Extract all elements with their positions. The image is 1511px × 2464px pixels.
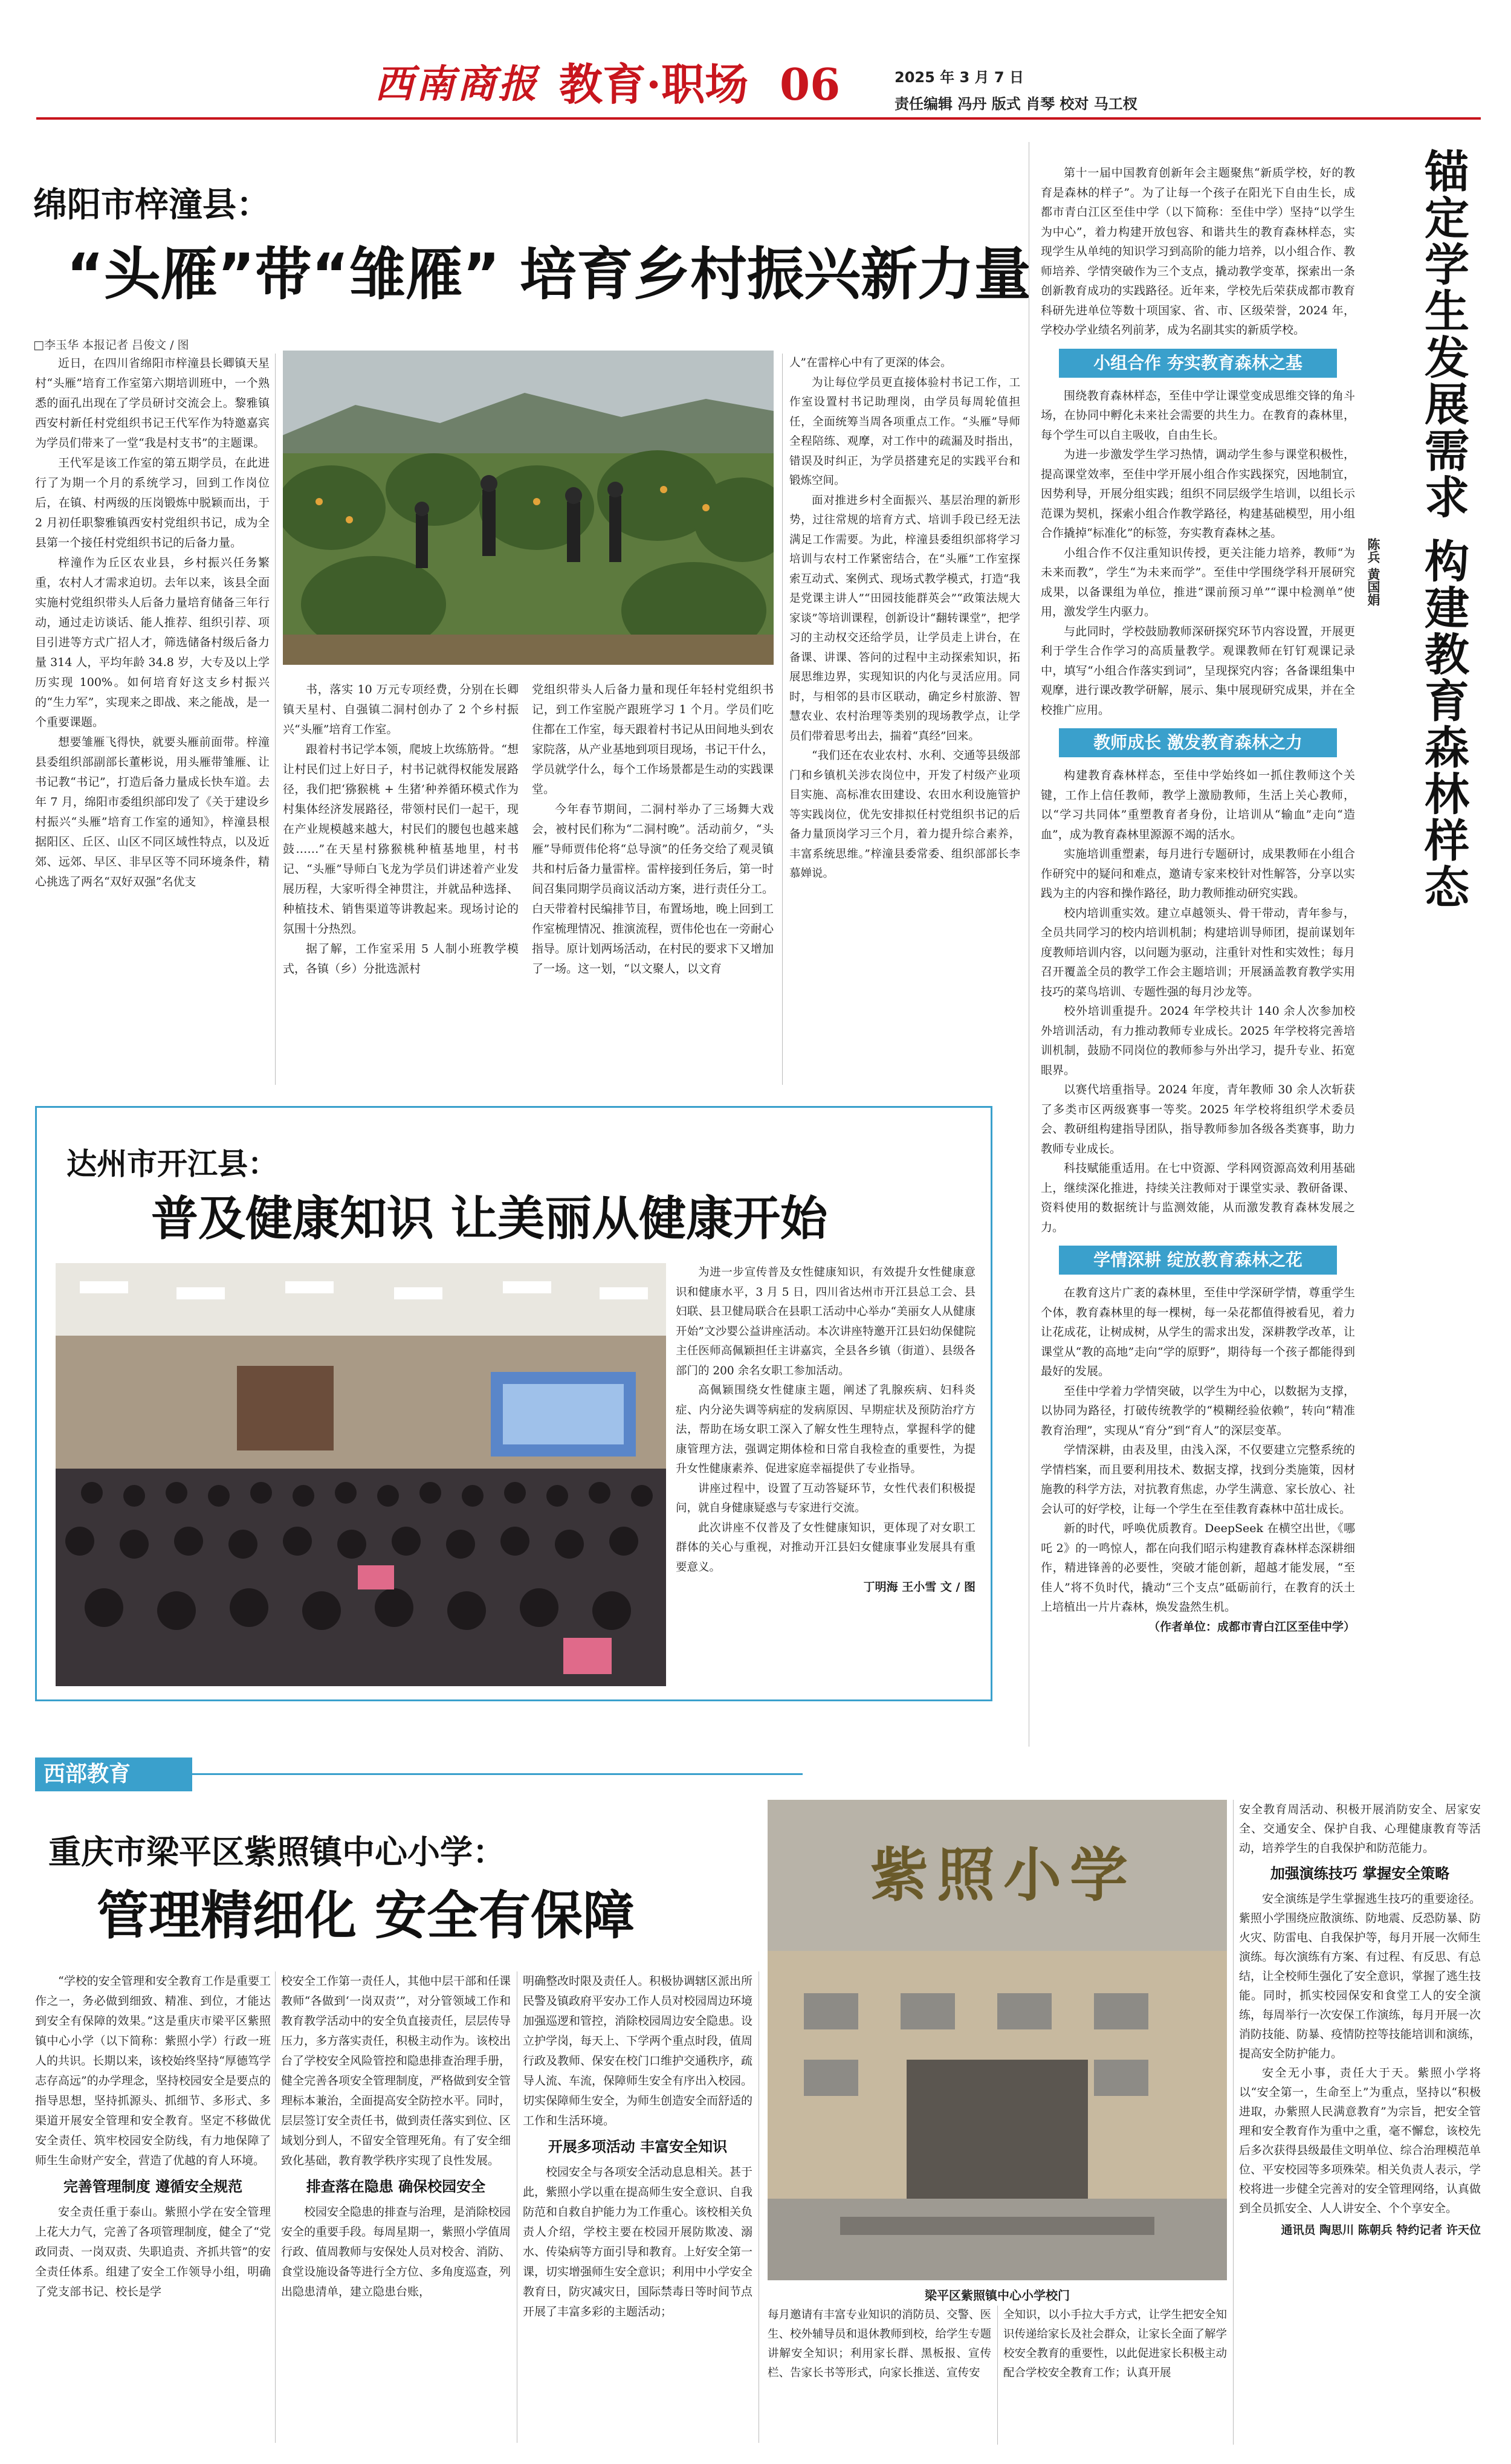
article1-photo-orchard	[283, 351, 774, 665]
article1-byline: □李玉华 本报记者 吕俊文 / 图	[33, 338, 189, 352]
masthead-logo: 西南商报	[375, 62, 539, 107]
article4-subhead3: 开展多项活动 丰富安全知识	[548, 2138, 728, 2155]
paragraph: 讲座过程中，设置了互动答疑环节，女性代表们积极提问，就自身健康疑惑与专家进行交流。	[676, 1482, 976, 1515]
section-band-west-education	[35, 1757, 1481, 1791]
article3-body	[1041, 163, 1355, 1637]
article4-col5	[1003, 2306, 1227, 2383]
article4-photo-school-gate	[768, 1800, 1227, 2280]
paragraph: 安全无小事，责任大于天。紫照小学将以“安全第一，生命至上”为重点，坚持以“积极进取，办紫照人民满意教育”为宗旨，把安全管理和安全教育作为重中之重，毫不懈怠，该校先后多次获得县级最佳文明单位、综合治理模范单位、平安校园等多项殊荣。相关负责人表示，学校将进一步健全完善对的安全管理网络，认真做到全员抓安全、人人讲安全、个个享安全。	[1239, 2066, 1481, 2215]
article4-photo-caption: 梁平区紫照镇中心小学校门	[925, 2288, 1070, 2303]
article1-col2	[283, 680, 519, 979]
section-title: 教育·职场	[559, 59, 749, 110]
article3-section3-heading: 学情深耕 绽放教育森林之花	[1059, 1246, 1337, 1275]
column-rule	[997, 2306, 998, 2445]
column-rule	[275, 354, 276, 1085]
paragraph: 明确整改时限及责任人。积极协调辖区派出所民警及镇政府平安办工作人员对校园周边环境加强巡逻和管控，消除校园周边安全隐患。设立护学岗，每天上、下学两个重点时段，值周行政及教师、保安在校门口维护交通秩序，疏导人流、车流，保障师生安全有序出入校园。切实保障师生安全，为师生创造安全而舒适的工作和生活环境。	[523, 1974, 753, 2127]
paragraph: 校安全工作第一责任人，其他中层干部和任课教师“各做到‘一岗双责’”，对分管领域工作和教育教学活动中的安全负直接责任，层层传导压力，多方落实责任，积极主动作为。该校出台了学校安全风险管控和隐患排查治理手册，健全完善各项安全管理制度，严格做到安全管理标本兼治，全面提高安全防控水平。同时，层层签订安全责任书，做到责任落实到位、区域划分到人，不留安全管理死角。有了安全细致化基础，教育教学秩序实现了良性发展。	[281, 1974, 511, 2167]
article3-author-unit: （作者单位：成都市青白江区至佳中学）	[1148, 1620, 1355, 1634]
paragraph: 每月邀请有丰富专业知识的消防员、交警、医生、校外辅导员和退休教师到校，给学生专题讲解安全知识；利用家长群、黑板报、宣传栏、告家长书等形式，向家长推送、宣传安	[768, 2309, 992, 2379]
paragraph: 与此同时，学校鼓励教师深研探究环节内容设置，开展更利于学生合作学习的高质量教学。观课教师在钉钉观课记录中，填写“小组合作落实到词”，呈现探究内容；各备课组集中观摩，进行课改教学研解，展示、集中展现研究成果，并在全校推广应用。	[1041, 624, 1355, 717]
paragraph: 近日，在四川省绵阳市梓潼县长卿镇天星村“头雁”培育工作室第六期培训班中，一个熟悉的面孔出现在了学员研讨交流会上。黎雅镇西安村新任村党组织书记王代军作为特邀嘉宾为学员们带来了一堂“我是村支书”的主题课。	[35, 357, 270, 450]
paragraph: 安全演练是学生掌握逃生技巧的重要途径。紫照小学围绕应散演练、防地震、反恐防暴、防火灾、防雷电、自我保护等，每月开展一次师生演练。每次演练有方案、有过程、有反思、有总结，让全校师生强化了安全意识，掌握了逃生技能。同时，抓实校园保安和食堂工人的安全演练，每周举行一次安保工作演练，每月开展一次消防技能、防暴、疫情防控等技能培训和演练，提高安全防护能力。	[1239, 1892, 1481, 2060]
paragraph: 王代军是该工作室的第五期学员，在此进行了为期一个月的系统学习，回到工作岗位后，在镇、村两级的压岗锻炼中脱颖而出，于 2 月初任职黎雅镇西安村党组织书记，成为全县第一个接任村党组织书记的后备力量。	[35, 456, 270, 549]
article1-headline: “头雁”带“雏雁” 培育乡村振兴新力量	[66, 242, 1031, 308]
paragraph: 第十一届中国教育创新年会主题聚焦“新质学校，好的教育是森林的样子”。为了让每一个孩子在阳光下自由生长，成都市青白江区至佳中学（以下简称：至佳中学）坚持“以学生为中心”，着力构建开放包容、和谐共生的教育森林样态，实现学生从单纯的知识学习到高阶的能力培养，以小组合作、教师培养、学情突破作为三个支点，撬动教学变革，探索出一条创新教育成功的实践路径。近年来，学校先后荣获成都市教育科研先进单位等数十项国家、省、市、区级荣誉，2024 年，学校办学业绩名列前茅，成为名副其实的新质学校。	[1041, 166, 1355, 337]
paragraph: 梓潼作为丘区农业县，乡村振兴任务繁重，农村人才需求迫切。去年以来，该县全面实施村党组织带头人后备力量培育储备三年行动，通过走访谈话、能人推荐、组织引荐、项目引进等方式广招人才，筛选储备村级后备力量 314 人，平均年龄 34.8 岁，大专及以上学历实现 100%。如何培育好这支乡村振兴的“生力军”，实现来之即战、来之能战，是一个重要课题。	[35, 556, 270, 729]
paragraph: 党组织带头人后备力量和现任年轻村党组织书记，到工作室脱产跟班学习 1 个月。学员们吃住都在工作室，每天跟着村书记从田间地头到农家院落，从产业基地到项目现场，书记干什么，学员就学什么，每个工作场景都是生动的实践课堂。	[532, 683, 774, 796]
paragraph: 据了解，工作室采用 5 人制小班教学模式，各镇（乡）分批选派村	[283, 942, 519, 975]
article2-credit: 丁明海 王小雪 文 / 图	[863, 1580, 976, 1594]
header-rule	[36, 117, 1481, 120]
paragraph: 面对推进乡村全面振兴、基层治理的新形势，过往常规的培育方式、培训手段已经无法满足工作需要。为此，梓潼县委组织部将学习培训与农村工作紧密结合，在“头雁”工作室探索互动式、案例式、现场式教学模式，打造“我是党课主讲人”“田园技能群英会”“政策法规大家谈”等培训课程，创新设计“翻转课堂”，把学习的主动权交还给学员，让学员走上讲台，在备课、讲课、答问的过程中主动探索知识，拓展思维边界，实现知识的内化与灵活应用。同时，与相邻的县市区联动，确定乡村旅游、智慧农业、农村治理等类别的现场教学点，让学员们带着思考出去，揣着“真经”回来。	[789, 494, 1020, 743]
article4-headline: 管理精细化 安全有保障	[97, 1885, 635, 1946]
paragraph: 校外培训重提升。2024 年学校共计 140 余人次参加校外培训活动，有力推动教师专业成长。2025 年学校将完善培训机制，鼓励不同岗位的教师参与外出学习，提升专业、拓宽眼界。	[1041, 1004, 1355, 1077]
masthead	[375, 57, 550, 112]
article1-col4	[789, 354, 1020, 884]
paragraph: 书，落实 10 万元专项经费，分别在长卿镇天星村、自强镇二洞村创办了 2 个乡村振兴“头雁”培育工作室。	[283, 683, 519, 736]
paragraph: 实施培训重塑素，每月进行专题研讨，成果教师在小组合作研究中的疑问和难点，邀请专家来校针对性解答，分享以实践为主的内容和操作路径，助力教师推动研究实践。	[1041, 847, 1355, 900]
school-sign-text: 紫照小学	[870, 1841, 1136, 1909]
paragraph: 新的时代，呼唤优质教育。DeepSeek 在横空出世，《哪吒 2》的一鸣惊人，都在向我们昭示构建教育森林样态深耕细作，精进锋善的必要性，突破才能创新，超越才能发展，“至佳人”将不负时代，撬动“三个支点”砥砺前行，在教育的沃土上培植出一片片森林，焕发盎然生机。	[1041, 1522, 1355, 1614]
paragraph: 以赛代培重指导。2024 年度，青年教师 30 余人次斩获了多类市区两级赛事一等奖。2025 年学校将组织学术委员会、教研组构建指导团队，指导教师参加各级各类赛事，助力教师专业成长。	[1041, 1083, 1355, 1156]
article4-col4	[768, 2306, 991, 2383]
article1-col3	[532, 680, 774, 979]
article4-right-column	[1239, 1800, 1481, 2240]
article3-title: 锚定学生发展需求 构建教育森林样态	[1417, 148, 1469, 910]
paragraph: 今年春节期间，二洞村举办了三场舞大戏会，被村民们称为“二洞村晚”。活动前夕，“头雁”导师贾伟伦将“总导演”的任务交给了观灵镇共和村后备力量雷梓。雷梓接到任务后，第一时间召集同期学员商议活动方案，进行责任分工。白天带着村民编排节目，布置场地，晚上回到工作室梳理情况、推演流程，贾伟伦也在一旁耐心指导。原计划两场活动，在村民的要求下又增加了一场。这一划，“以文聚人，以文育	[532, 803, 774, 975]
article2-kicker: 达州市开江县：	[66, 1146, 278, 1182]
article3-headline	[1414, 148, 1487, 1357]
paragraph: 全知识，以小手拉大手方式，让学生把安全知识传递给家长及社会群众，让家长全面了解学校安全教育的重要性，以此促进家长积极主动配合学校安全教育工作；认真开展	[1003, 2309, 1228, 2379]
paragraph: 校园安全与各项安全活动息息相关。甚于此，紫照小学以重在提高师生安全意识、自我防范和自救自护能力为工作重心。该校相关负责人介绍，学校主要在校园开展防欺凌、溺水、传染病等方面引导和教育。上好安全第一课，切实增强师生安全意识；利用中小学安全教育日，防灾减灾日，国际禁毒日等时间节点开展了丰富多彩的主题活动；	[523, 2165, 753, 2318]
article3-author-text: 陈兵 黄国娟	[1366, 538, 1380, 606]
paragraph: 构建教育森林样态，至佳中学始终如一抓住教师这个关键，工作上信任教师，教学上激励教师，生活上关心教师，以“学习共同体”重塑教育者身份，让培训从“输血”走向“造血”，成为教育森林里源源不竭的活水。	[1041, 769, 1355, 841]
paragraph: 校园安全隐患的排查与治理，是消除校园安全的重要手段。每周星期一，紫照小学值周行政、值周教师与安保处人员对校舍、消防、食堂设施设备等进行全方位、多角度巡查，列出隐患清单，建立隐患台账，	[281, 2205, 511, 2298]
article4-credit: 通讯员 陶思川 陈朝兵 特约记者 许天位	[1281, 2223, 1481, 2237]
paragraph: “学校的安全管理和安全教育工作是重要工作之一，务必做到细致、精准、到位，才能达到安全有保障的效果。”这是重庆市梁平区紫照镇中心小学（以下简称：紫照小学）行政一班人的共识。长期以来，该校始终坚持“厚德笃学 志存高远”的办学理念，坚持校园安全是要点的指导思想，坚持抓源头、抓细节、多形式、多渠道开展安全管理和安全教育。坚定不移做优安全责任、筑牢校园安全防线，有力地保障了师生生命财产安全，营造了优越的育人环境。	[35, 1974, 271, 2167]
paragraph: 此次讲座不仅普及了女性健康知识，更体现了对女职工群体的关心与重视，对推动开江县妇女健康事业发展具有重要意义。	[676, 1521, 976, 1574]
paragraph: 校内培训重实效。建立卓越领头、骨干带动，青年参与，全员共同学习的校内培训机制；构建培训导师团，提前谋划年度教师培训内容，以问题为驱动，注重针对性和实效性；每月召开覆盖全员的教学工作会主题培训；开展涵盖教育教学实用技巧的菜鸟培训、专题性强的每月沙龙等。	[1041, 906, 1355, 998]
article4-kicker: 重庆市梁平区紫照镇中心小学：	[48, 1833, 505, 1871]
column-rule	[782, 354, 783, 1085]
article2-photo-lecture	[56, 1263, 666, 1686]
article2-headline: 普及健康知识 让美丽从健康开始	[151, 1191, 828, 1246]
editor-credits: 责任编辑 冯丹 版式 肖琴 校对 马工杈	[895, 95, 1137, 112]
column-rule	[275, 1971, 276, 2443]
paragraph: 安全教育周活动、积极开展消防安全、居家安全、交通安全、保护自我、心理健康教育等活动，培养学生的自我保护和防范能力。	[1239, 1803, 1481, 1855]
issue-date: 2025 年 3 月 7 日	[895, 69, 1024, 86]
article1-col1	[35, 354, 270, 892]
article2-text	[676, 1263, 976, 1597]
article4-col2	[281, 1971, 511, 2302]
paragraph: 高佩颖围绕女性健康主题，阐述了乳腺疾病、妇科炎症、内分泌失调等病症的发病原因、早期症状及预防治疗方法，帮助在场女职工深入了解女性生理特点，掌握科学的健康管理方法，强调定期体检和日常自我检查的重要性，为提升女性健康素养、促进家庭幸福提供了专业指导。	[676, 1384, 976, 1475]
paragraph: 跟着村书记学本领，爬坡上坎练筋骨。“想让村民们过上好日子，村书记就得权能发展路径，我们把‘猕猴桃 + 生猪’种养循环模式作为村集体经济发展路径，带领村民们一起干，现在产业规模越来越大，村民们的腰包也越来越鼓……”在天星村猕猴桃种植基地里，村书记、“头雁”导师白飞龙为学员们讲述着产业发展历程，大家听得全神贯注，并就品种选择、种植技术、销售渠道等讲教起来。现场讨论的氛围十分热烈。	[283, 743, 519, 936]
paragraph: 安全责任重于泰山。紫照小学在安全管理上花大力气，完善了各项管理制度，健全了“党政同责、一岗双责、失职追责、齐抓共管”的安全责任体系。组建了安全工作领导小组，明确了党支部书记、校长是学	[35, 2205, 271, 2298]
article4-col1	[35, 1971, 271, 2302]
paragraph: “我们还在农业农村、水利、交通等县级部门和乡镇机关涉农岗位中，开发了村级产业项目实施、高标准农田建设、农田水利设施管护等实践岗位，优先安排拟任村党组织书记的后备力量顶岗学习三个月，着力提升综合素养，丰富系统思维。”梓潼县委常委、组织部部长李慕婵说。	[789, 749, 1020, 880]
article4-subhead2: 排查落在隐患 确保校园安全	[306, 2178, 486, 2195]
paragraph: 围绕教育森林样态，至佳中学让课堂变成思维交锋的角斗场，在协同中孵化未来社会需要的共生力。在教育的森林里，每个学生可以自主吸收，自由生长。	[1041, 389, 1355, 442]
paragraph: 科技赋能重适用。在七中资源、学科网资源高效利用基础上，继续深化推进，持续关注教师对于课堂实录、教研备课、资料使用的数据统计与监测效能，从而激发教育森林发展之力。	[1041, 1162, 1355, 1234]
article3-section2-heading: 教师成长 激发教育森林之力	[1059, 728, 1337, 757]
paragraph: 人”在雷梓心中有了更深的体会。	[789, 357, 952, 369]
article4-subhead4: 加强演练技巧 掌握安全策略	[1270, 1865, 1450, 1882]
paragraph: 为进一步激发学生学习热情，调动学生参与课堂积极性，提高课堂效率，至佳中学开展小组合作实践探究，因地制宜，因势利导，开展分组实践；组织不同层级学生培训，以组长示范课为契机，探索小组合作教学路径，构建基础模型，用小组合作撬掉“标准化”的标签，夯实教育森林之基。	[1041, 448, 1355, 540]
article1-kicker: 绵阳市梓潼县：	[33, 186, 270, 225]
paragraph: 想要雏雁飞得快，就要头雁前面带。梓潼县委组织部副部长董彬说，用头雁带雏雁、让书记教“书记”，打造后备力量成长快车道。去年 7 月，绵阳市委组织部印发了《关于建设乡村振兴“头雁”培育工作室的通知》，梓潼县根据阳区、丘区、山区不同区域性特点，以及近郊、远郊、早区、非早区等不同环境条件，精心挑选了两名“双好双强”名优支	[35, 736, 270, 888]
paragraph: 至佳中学着力学情突破，以学生为中心，以数据为支撑，以协同为路径，打破传统教学的“模糊经验依赖”，转向“精准教育治理”，实现从“育分”到“育人”的深层变革。	[1041, 1384, 1355, 1437]
section-band-label: 西部教育	[44, 1762, 131, 1787]
paragraph: 学情深耕，由表及里，由浅入深，不仅要建立完整系统的学情档案，而且要利用技术、数据支撑，找到分类施策，因材施教的科学方法，对抗教育焦虑，办学生满意、家长放心、社会认可的好学校，让每一个学生在至佳教育森林中茁壮成长。	[1041, 1443, 1355, 1516]
page-number: 06	[780, 59, 841, 110]
paragraph: 在教育这片广袤的森林里，至佳中学深研学情，尊重学生个体，教育森林里的每一棵树，每一朵花都值得被看见，着力让花成花，让树成树，从学生的需求出发，深耕教学改革，让课堂从“教的高地”走向“学的原野”，期待每一个孩子都能得到最好的发展。	[1041, 1286, 1355, 1378]
paragraph: 小组合作不仅注重知识传授，更关注能力培养，教师“为未来而教”，学生“为未来而学”。至佳中学围绕学科开展研究成果，以备课组为单位，推进“课前预习单”“课中检测单”使用，激发学生内驱力。	[1041, 546, 1355, 618]
article3-section1-heading: 小组合作 夯实教育森林之基	[1059, 349, 1337, 378]
article4-subhead1: 完善管理制度 遵循安全规范	[63, 2178, 243, 2195]
column-rule	[1233, 1800, 1234, 2445]
article3-author	[1363, 538, 1411, 683]
paragraph: 为进一步宣传普及女性健康知识，有效提升女性健康意识和健康水平，3 月 5 日，四川省达州市开江县总工会、县妇联、县卫健局联合在县职工活动中心举办“美丽女人从健康开始”文沙婴公益讲座活动。本次讲座特邀开江县妇幼保健院主任医师高佩颖担任主讲嘉宾，全县各乡镇（街道）、县级各部门的 200 余名女职工参加活动。	[676, 1266, 976, 1377]
article4-col3	[523, 1971, 752, 2322]
paragraph: 为让每位学员更直接体验村书记工作，工作室设置村书记助理岗，由学员每周轮值担任，全面统筹当周各项重点工作。“头雁”导师全程陪练、观摩，对工作中的疏漏及时指出，错误及时纠正，为学员搭建充足的实践平台和锻炼空间。	[789, 376, 1020, 487]
